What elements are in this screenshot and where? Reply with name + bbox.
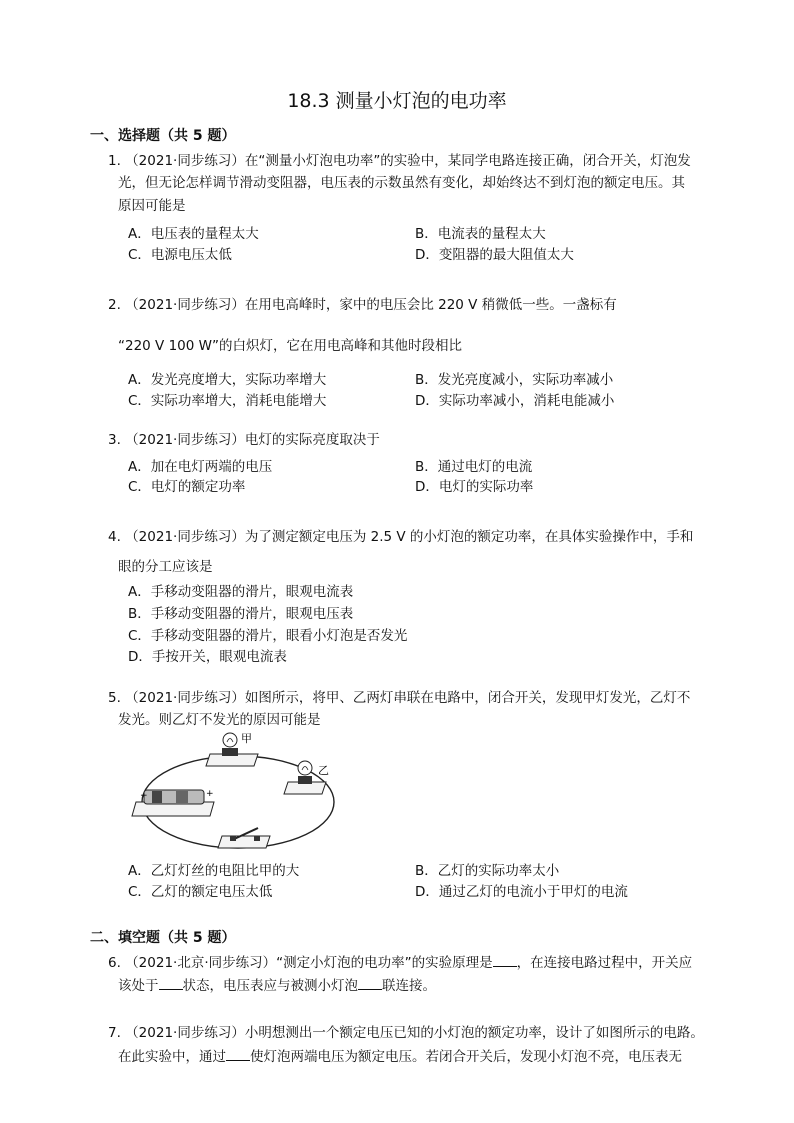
answer-blank[interactable] [358, 977, 382, 990]
question-2-option-c: C．实际功率增大，消耗电能增大 [128, 393, 327, 409]
question-7-line-1: 7. （2021·同步练习）小明想测出一个额定电压已知的小灯泡的额定功率，设计了如图所示的电路。 [108, 1025, 704, 1041]
question-3-option-d: D．电灯的实际功率 [415, 479, 534, 495]
question-4-option-d: D．手按开关，眼观电流表 [128, 649, 287, 665]
question-3-option-c: C．电灯的额定功率 [128, 479, 246, 495]
answer-blank[interactable] [493, 954, 517, 967]
question-4-option-a: A．手移动变阻器的滑片，眼观电流表 [128, 584, 354, 600]
series-circuit-figure [130, 730, 340, 855]
question-1-line-2: 光，但无论怎样调节滑动变阻器，电压表的示数虽然有变化，却始终达不到灯泡的额定电压。其 [118, 175, 685, 191]
battery-icon [132, 789, 214, 816]
question-3-option-a: A．加在电灯两端的电压 [128, 459, 273, 475]
question-2-line-2: “220 V 100 W”的白炽灯，它在用电高峰和其他时段相比 [118, 338, 462, 354]
question-5-option-b: B．乙灯的实际功率太小 [415, 863, 560, 879]
question-7-text-1: 在此实验中，通过 [118, 1049, 226, 1065]
question-3-option-b: B．通过电灯的电流 [415, 459, 533, 475]
question-6-text-5: 联连接。 [382, 978, 436, 994]
question-1-option-c: C．电源电压太低 [128, 247, 232, 263]
question-5-option-d: D．通过乙灯的电流小于甲灯的电流 [415, 884, 628, 900]
question-1-option-a: A．电压表的量程太大 [128, 226, 259, 242]
lamp-label-yi: 乙 [318, 764, 329, 777]
section-heading-choice: 一、选择题（共 5 题） [90, 128, 236, 144]
svg-text:−: − [140, 791, 148, 801]
question-2-option-d: D．实际功率减小，消耗电能减小 [415, 393, 615, 409]
question-6-line-1 [108, 953, 692, 974]
question-6-text-4: 状态，电压表应与被测小灯泡 [182, 978, 358, 994]
question-6-text-1: 6. （2021·北京·同步练习）“测定小灯泡的电功率”的实验原理是 [108, 955, 493, 971]
question-4-line-2: 眼的分工应该是 [118, 559, 213, 575]
answer-blank[interactable] [159, 977, 183, 990]
page-title: 18.3 测量小灯泡的电功率 [287, 90, 507, 112]
question-4-line-1: 4. （2021·同步练习）为了测定额定电压为 2.5 V 的小灯泡的额定功率，在具体实验操作中，手和 [108, 529, 694, 545]
question-3-line-1: 3. （2021·同步练习）电灯的实际亮度取决于 [108, 432, 380, 448]
question-7-line-2 [118, 1047, 682, 1068]
question-4-option-c: C．手移动变阻器的滑片，眼看小灯泡是否发光 [128, 628, 408, 644]
question-5-option-a: A．乙灯灯丝的电阻比甲的大 [128, 863, 300, 879]
question-2-option-a: A．发光亮度增大，实际功率增大 [128, 372, 327, 388]
question-1-option-b: B．电流表的量程太大 [415, 226, 546, 242]
question-2-line-1: 2. （2021·同步练习）在用电高峰时，家中的电压会比 220 V 稍微低一些。一盏标有 [108, 297, 617, 313]
question-6-line-2 [118, 976, 436, 997]
question-5-option-c: C．乙灯的额定电压太低 [128, 884, 273, 900]
answer-blank[interactable] [226, 1048, 250, 1061]
question-5-line-1: 5. （2021·同步练习）如图所示，将甲、乙两灯串联在电路中，闭合开关，发现甲灯发光，乙灯不 [108, 690, 691, 706]
question-1-line-1: 1. （2021·同步练习）在“测量小灯泡电功率”的实验中，某同学电路连接正确，闭合开关，灯泡发 [108, 153, 691, 169]
question-4-option-b: B．手移动变阻器的滑片，眼观电压表 [128, 606, 354, 622]
question-7-text-2: 使灯泡两端电压为额定电压。若闭合开关后，发现小灯泡不亮，电压表无 [250, 1049, 682, 1065]
question-1-option-d: D．变阻器的最大阻值太大 [415, 247, 574, 263]
section-heading-fill: 二、填空题（共 5 题） [90, 930, 236, 946]
question-5-line-2: 发光。则乙灯不发光的原因可能是 [118, 712, 321, 728]
svg-text:+: + [206, 789, 214, 799]
question-6-text-2: ，在连接电路过程中，开关应 [516, 955, 693, 971]
switch-icon [218, 828, 270, 848]
question-6-text-3: 该处于 [118, 978, 159, 994]
question-2-option-b: B．发光亮度减小，实际功率减小 [415, 372, 614, 388]
question-1-line-3: 原因可能是 [118, 198, 186, 214]
lamp-label-jia: 甲 [241, 732, 252, 745]
